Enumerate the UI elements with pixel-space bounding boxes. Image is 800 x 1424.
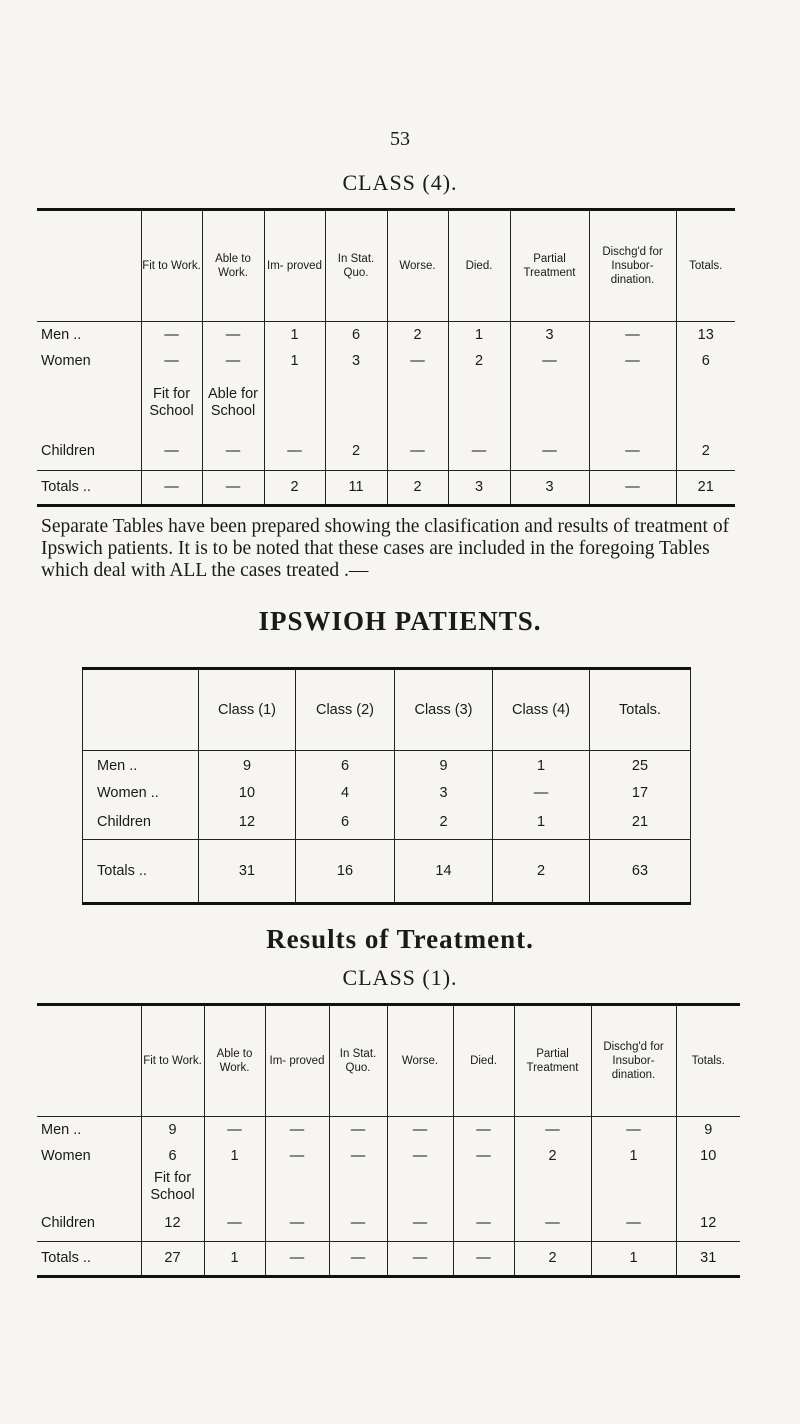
class1-data-cell: — <box>591 1205 676 1241</box>
class4-header-cell: Able to Work. <box>202 210 264 322</box>
class1-data-cell: 9 <box>676 1117 740 1144</box>
class4-data-cell: — <box>589 432 676 470</box>
class4-header-cell: Im- proved <box>264 210 325 322</box>
ipswich-data-cell: Women .. <box>97 785 159 801</box>
class4-subheader-cell <box>589 374 676 432</box>
class4-data-cell: 2 <box>676 432 735 470</box>
class1-data-cell: 9 <box>141 1117 204 1144</box>
ipswich-data-cell: 6 <box>296 806 395 840</box>
class4-header-cell: Fit to Work. <box>141 210 202 322</box>
class1-total-cell: 1 <box>591 1241 676 1276</box>
ipswich-data-cell: 10 <box>199 781 296 806</box>
class1-header-row <box>37 1005 740 1117</box>
class1-row-women <box>37 1143 740 1169</box>
class1-header-cell: Im- proved <box>265 1005 329 1117</box>
class4-header-cell: Worse. <box>387 210 448 322</box>
class4-subheader-cell <box>510 374 589 432</box>
class1-total-cell: Totals .. <box>37 1241 141 1276</box>
class1-data-cell: — <box>204 1205 265 1241</box>
class4-title: CLASS (4). <box>342 170 458 195</box>
class1-data-cell: — <box>453 1205 514 1241</box>
ipswich-data-cell: — <box>493 781 590 806</box>
class1-total-cell: — <box>329 1241 387 1276</box>
class1-subheader-cell <box>591 1169 676 1205</box>
ipswich-data-cell: 1 <box>493 751 590 781</box>
class4-data-cell: Children <box>41 442 95 459</box>
class1-data-cell: 6 <box>141 1143 204 1169</box>
class4-total-cell: Totals .. <box>37 470 141 505</box>
class1-subheader-cell <box>329 1169 387 1205</box>
class4-header-cell: Dischg'd for Insubor- dination. <box>589 210 676 322</box>
ipswich-data-cell: 2 <box>395 806 493 840</box>
class4-data-cell: — <box>589 322 676 349</box>
class1-header-cell <box>37 1005 141 1117</box>
class1-data-cell: — <box>387 1117 453 1144</box>
class4-data-cell: 13 <box>676 322 735 349</box>
class1-data-cell: — <box>387 1205 453 1241</box>
class4-subheader-cell: Able for School <box>202 374 264 432</box>
ipswich-data-cell: 17 <box>590 781 691 806</box>
class1-table <box>37 1003 740 1278</box>
class1-subheader-cell <box>387 1169 453 1205</box>
class1-data-cell: — <box>453 1117 514 1144</box>
class4-data-cell: 3 <box>510 322 589 349</box>
class1-data-cell: — <box>514 1205 591 1241</box>
class1-total-cell: — <box>453 1241 514 1276</box>
ipswich-total-cell: Totals .. <box>83 840 199 904</box>
class4-total-cell: — <box>589 470 676 505</box>
class1-data-cell: 12 <box>141 1205 204 1241</box>
ipswich-header-cell: Totals. <box>590 669 691 751</box>
ipswich-total-cell: 14 <box>395 840 493 904</box>
class4-data-cell: — <box>264 432 325 470</box>
class1-subheader-cell <box>37 1169 141 1205</box>
ipswich-header-cell: Class (1) <box>199 669 296 751</box>
class1-data-cell: 2 <box>514 1143 591 1169</box>
class1-data-cell: Men .. <box>41 1122 82 1138</box>
ipswich-totals-row <box>83 840 691 904</box>
class4-data-cell: — <box>387 432 448 470</box>
ipswich-table <box>82 667 691 905</box>
class4-totals-row <box>37 470 735 505</box>
class1-total-cell: — <box>265 1241 329 1276</box>
class1-title: CLASS (1). <box>342 965 458 990</box>
class4-data-cell: 6 <box>325 322 387 349</box>
ipswich-header-cell: Class (2) <box>296 669 395 751</box>
class4-row-women <box>37 348 735 374</box>
class4-subheader-cell <box>264 374 325 432</box>
class4-table <box>37 208 735 507</box>
ipswich-row-women <box>83 781 691 806</box>
ipswich-header-cell <box>83 669 199 751</box>
class1-totals-row <box>37 1241 740 1276</box>
class4-header-cell: Totals. <box>676 210 735 322</box>
ipswich-data-cell: 12 <box>199 806 296 840</box>
class4-total-cell: — <box>141 470 202 505</box>
class1-header-cell: Fit to Work. <box>141 1005 204 1117</box>
class4-subheader-row <box>37 374 735 432</box>
ipswich-header-row <box>83 669 691 751</box>
class4-total-cell: 3 <box>510 470 589 505</box>
ipswich-total-cell: 31 <box>199 840 296 904</box>
class4-data-cell: 2 <box>325 432 387 470</box>
class1-data-cell: — <box>329 1143 387 1169</box>
class4-header-cell: In Stat. Quo. <box>325 210 387 322</box>
class4-data-cell: — <box>510 348 589 374</box>
class1-data-cell: Women <box>41 1148 91 1164</box>
class1-data-cell: Children <box>41 1214 95 1231</box>
class4-data-cell: — <box>141 348 202 374</box>
ipswich-row-children <box>83 806 691 840</box>
class4-data-cell: Women <box>41 353 91 369</box>
ipswich-total-cell: 16 <box>296 840 395 904</box>
ipswich-header-cell: Class (3) <box>395 669 493 751</box>
class4-total-cell: 2 <box>264 470 325 505</box>
class4-header-cell: Died. <box>448 210 510 322</box>
class1-data-cell: — <box>514 1117 591 1144</box>
class1-subheader-cell <box>204 1169 265 1205</box>
class4-data-cell: 1 <box>264 322 325 349</box>
class1-total-cell: 27 <box>141 1241 204 1276</box>
class4-total-cell: — <box>202 470 264 505</box>
class1-header-cell: Died. <box>453 1005 514 1117</box>
class4-data-cell: — <box>141 322 202 349</box>
class1-data-cell: 10 <box>676 1143 740 1169</box>
class4-data-cell: — <box>589 348 676 374</box>
class1-data-cell: — <box>265 1143 329 1169</box>
class1-data-cell: — <box>265 1205 329 1241</box>
class1-subheader-cell <box>676 1169 740 1205</box>
class4-data-cell: 1 <box>264 348 325 374</box>
class4-total-cell: 11 <box>325 470 387 505</box>
class4-total-cell: 21 <box>676 470 735 505</box>
class4-subheader-cell <box>676 374 735 432</box>
class1-data-cell: — <box>329 1117 387 1144</box>
page-number: 53 <box>390 128 410 150</box>
class1-subheader-row <box>37 1169 740 1205</box>
class1-row-men <box>37 1117 740 1144</box>
class1-header-cell: Able to Work. <box>204 1005 265 1117</box>
class1-header-cell: Worse. <box>387 1005 453 1117</box>
class1-total-cell: 1 <box>204 1241 265 1276</box>
class4-subheader-cell <box>37 374 141 432</box>
class4-header-cell: Partial Treatment <box>510 210 589 322</box>
ipswich-header-cell: Class (4) <box>493 669 590 751</box>
class4-row-children <box>37 432 735 470</box>
class1-data-cell: — <box>204 1117 265 1144</box>
class1-subheader-cell: Fit for School <box>141 1169 204 1205</box>
class4-data-cell: — <box>448 432 510 470</box>
class1-header-cell: In Stat. Quo. <box>329 1005 387 1117</box>
ipswich-data-cell: 4 <box>296 781 395 806</box>
ipswich-data-cell: 9 <box>199 751 296 781</box>
class1-subheader-cell <box>514 1169 591 1205</box>
class1-data-cell: — <box>453 1143 514 1169</box>
ipswich-data-cell: 1 <box>493 806 590 840</box>
ipswich-data-cell: 9 <box>395 751 493 781</box>
ipswich-total-cell: 2 <box>493 840 590 904</box>
class4-data-cell: 3 <box>325 348 387 374</box>
class1-header-cell: Dischg'd for Insubor- dination. <box>591 1005 676 1117</box>
class1-header-cell: Partial Treatment <box>514 1005 591 1117</box>
class1-data-cell: — <box>591 1117 676 1144</box>
class1-subheader-cell <box>265 1169 329 1205</box>
ipswich-data-cell: 6 <box>296 751 395 781</box>
class4-data-cell: — <box>510 432 589 470</box>
ipswich-total-cell: 63 <box>590 840 691 904</box>
class4-total-cell: 3 <box>448 470 510 505</box>
class4-data-cell: — <box>141 432 202 470</box>
class4-subheader-cell <box>448 374 510 432</box>
class4-data-cell: — <box>202 432 264 470</box>
class1-data-cell: 1 <box>204 1143 265 1169</box>
class4-data-cell: 1 <box>448 322 510 349</box>
class4-header-cell <box>37 210 141 322</box>
ipswich-row-men <box>83 751 691 781</box>
class4-data-cell: 2 <box>387 322 448 349</box>
class1-data-cell: — <box>265 1117 329 1144</box>
class4-data-cell: 2 <box>448 348 510 374</box>
class4-row-men <box>37 322 735 349</box>
class4-data-cell: — <box>202 348 264 374</box>
class1-row-children <box>37 1205 740 1241</box>
ipswich-data-cell: 25 <box>590 751 691 781</box>
ipswich-data-cell: Children <box>97 814 151 831</box>
class4-data-cell: Men .. <box>41 327 82 343</box>
class4-header-row <box>37 210 735 322</box>
ipswich-data-cell: 21 <box>590 806 691 840</box>
class4-data-cell: — <box>202 322 264 349</box>
ipswich-title: IPSWIOH PATIENTS. <box>258 606 542 636</box>
class1-data-cell: 12 <box>676 1205 740 1241</box>
ipswich-data-cell: 3 <box>395 781 493 806</box>
class4-subheader-cell: Fit for School <box>141 374 202 432</box>
class1-total-cell: 2 <box>514 1241 591 1276</box>
class4-subheader-cell <box>387 374 448 432</box>
class4-total-cell: 2 <box>387 470 448 505</box>
class1-total-cell: — <box>387 1241 453 1276</box>
ipswich-data-cell: Men .. <box>97 757 138 774</box>
results-title: Results of Treatment. <box>266 924 534 954</box>
class1-header-cell: Totals. <box>676 1005 740 1117</box>
class1-data-cell: 1 <box>591 1143 676 1169</box>
intro-paragraph: Separate Tables have been prepared showing the clasification and results of treatment of Ipswich patients. It is to be noted that these cases are included in the foregoing Tables which deal with ALL the cases treated .— <box>41 516 730 581</box>
class1-subheader-cell <box>453 1169 514 1205</box>
class4-data-cell: 6 <box>676 348 735 374</box>
class4-subheader-cell <box>325 374 387 432</box>
class4-data-cell: — <box>387 348 448 374</box>
class1-total-cell: 31 <box>676 1241 740 1276</box>
class1-data-cell: — <box>387 1143 453 1169</box>
class1-data-cell: — <box>329 1205 387 1241</box>
